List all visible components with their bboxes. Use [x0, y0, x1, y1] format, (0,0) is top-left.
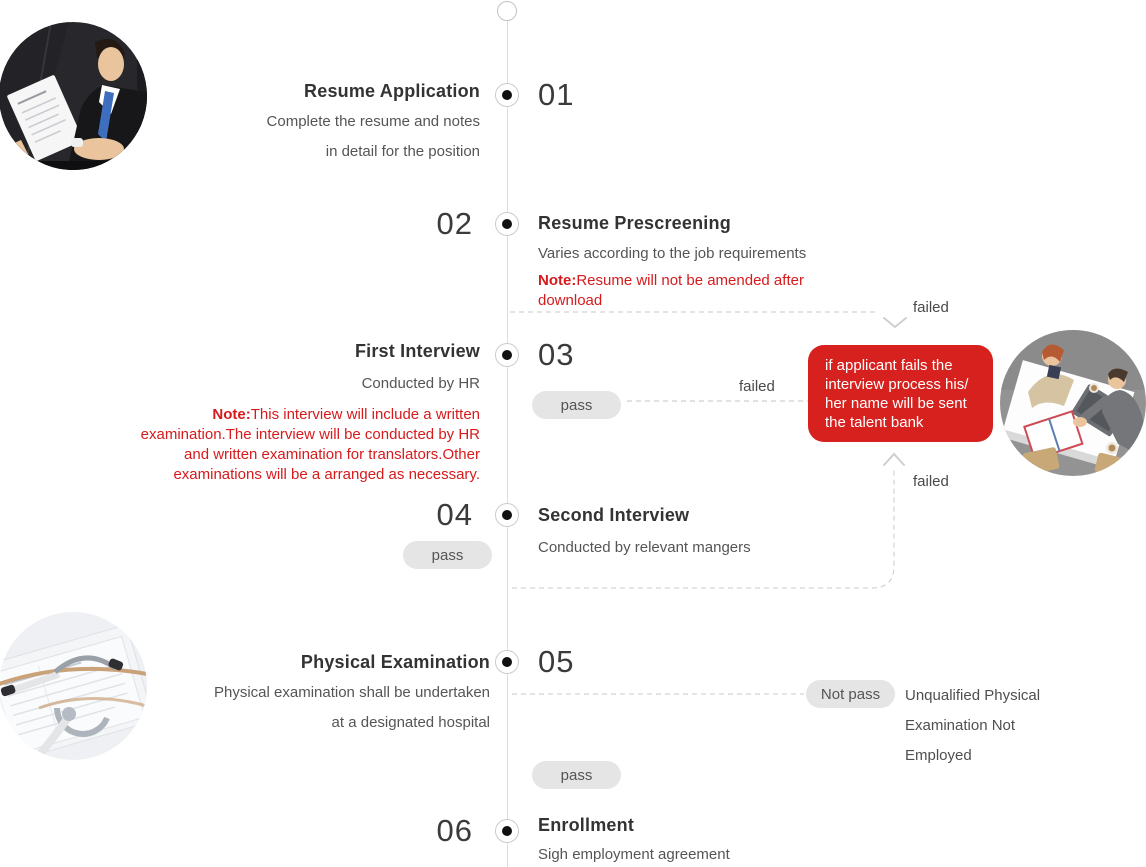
step-desc-line: Complete the resume and notes: [266, 113, 480, 130]
step-03-first-interview: [120, 341, 480, 485]
step-number-01: 01: [538, 77, 575, 112]
step-title: Resume Prescreening: [538, 213, 731, 233]
step-desc-line: Conducted by HR: [361, 375, 480, 392]
failed-label-first-interview: failed: [739, 378, 775, 395]
step-04-second-interview: [538, 505, 878, 557]
step-number-05: 05: [538, 644, 575, 679]
timeline-dot-03: [495, 343, 519, 367]
medical-photo-art: [0, 612, 147, 760]
step-note: [120, 405, 480, 485]
callout-line: her name will be sent: [825, 395, 967, 412]
candidate-photo-art: [0, 22, 147, 170]
note-line: download: [538, 292, 603, 309]
note-line: examination.The interview will be conducted by HR: [140, 426, 480, 443]
callout-line: if applicant fails the: [825, 357, 953, 374]
step-desc-line: Varies according to the job requirements: [538, 245, 807, 262]
result-line: Examination Not: [905, 717, 1016, 734]
step-title: Enrollment: [538, 815, 635, 835]
step-desc-line: in detail for the position: [325, 143, 480, 160]
callout-line: the talent bank: [825, 414, 924, 431]
chevron-up-icon: [884, 454, 904, 465]
note-line: and written examination for translators.Other: [184, 446, 480, 463]
timeline-dot-02: [495, 212, 519, 236]
note-line: examinations will be a arranged as necessary.: [173, 466, 480, 483]
timeline-dot-04: [495, 503, 519, 527]
note-label: Note:: [212, 406, 251, 423]
not-pass-result: [905, 681, 1040, 771]
stethoscope-documents-photo: [0, 612, 147, 760]
talent-bank-callout: [808, 345, 993, 442]
step-title: Resume Application: [304, 81, 480, 101]
not-pass-pill: Not pass: [806, 680, 895, 708]
pass-pill-second-interview: pass: [403, 541, 492, 569]
failed-label-second-interview: failed: [913, 473, 949, 490]
step-note: [538, 271, 878, 311]
pass-pill-physical: pass: [532, 761, 621, 789]
step-title: First Interview: [354, 341, 480, 361]
interview-meeting-photo: [1000, 330, 1146, 476]
step-number-02: 02: [436, 206, 473, 241]
result-line: Unqualified Physical: [905, 687, 1041, 704]
step-01-resume-application: [100, 81, 480, 167]
step-title: Second Interview: [538, 505, 690, 525]
note-line: Resume will not be amended after: [576, 272, 804, 289]
note-line: This interview will include a written: [250, 406, 480, 423]
step-05-physical-examination: [120, 652, 490, 738]
meeting-photo-art: [1000, 330, 1146, 476]
timeline-dot-06: [495, 819, 519, 843]
result-line: Employed: [905, 747, 972, 764]
step-desc-line: at a designated hospital: [331, 714, 490, 731]
timeline-dot-01: [495, 83, 519, 107]
step-desc-line: Physical examination shall be undertaken: [214, 684, 490, 701]
step-06-enrollment: [538, 815, 878, 864]
step-desc-line: Sigh employment agreement: [538, 846, 730, 863]
timeline-start-circle: [497, 1, 517, 21]
step-number-03: 03: [538, 337, 575, 372]
failed-label-prescreening: failed: [913, 299, 949, 316]
callout-line: interview process his/: [825, 376, 969, 393]
candidate-reading-resume-photo: [0, 22, 147, 170]
step-title: Physical Examination: [300, 652, 490, 672]
step-desc-line: Conducted by relevant mangers: [538, 539, 751, 556]
chevron-down-icon: [884, 318, 906, 327]
step-number-06: 06: [436, 813, 473, 848]
timeline-line: [507, 21, 508, 867]
timeline-dot-05: [495, 650, 519, 674]
pass-pill-first-interview: pass: [532, 391, 621, 419]
step-02-resume-prescreening: [538, 213, 878, 311]
note-label: Note:: [538, 272, 577, 289]
step-number-04: 04: [436, 497, 473, 532]
